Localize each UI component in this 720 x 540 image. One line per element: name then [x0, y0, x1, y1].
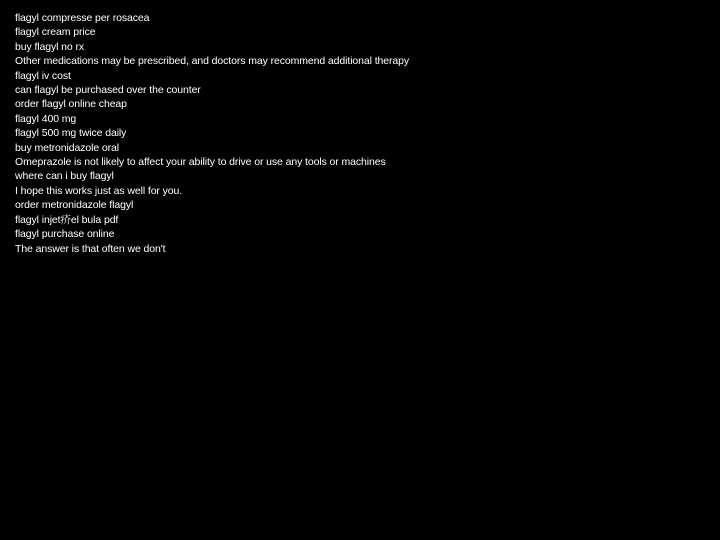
text-line: I hope this works just as well for you. — [15, 184, 183, 197]
text-line: Other medications may be prescribed, and doctors may recommend additional therapy — [15, 55, 410, 68]
text-line: buy flagyl no rx — [15, 40, 85, 53]
text-line: flagyl cream price — [15, 26, 96, 39]
text-line: The answer is that often we don't — [15, 242, 166, 255]
text-line: flagyl purchase online — [15, 228, 115, 241]
text-line: flagyl 400 mg — [15, 112, 77, 125]
text-line: flagyl iv cost — [15, 69, 71, 82]
text-list — [15, 11, 705, 256]
text-line: can flagyl be purchased over the counter — [15, 84, 201, 97]
text-line: order metronidazole flagyl — [15, 199, 134, 212]
text-line: order flagyl online cheap — [15, 98, 127, 111]
text-line: flagyl compresse per rosacea — [15, 12, 150, 24]
text-line: flagyl 500 mg twice daily — [15, 127, 127, 140]
text-line: buy metronidazole oral — [15, 141, 120, 154]
text-line: Omeprazole is not likely to affect your ability to drive or use any tools or machines — [15, 156, 386, 169]
text-line: where can i buy flagyl — [15, 170, 114, 183]
text-line: flagyl injet疥el bula pdf — [15, 213, 119, 226]
